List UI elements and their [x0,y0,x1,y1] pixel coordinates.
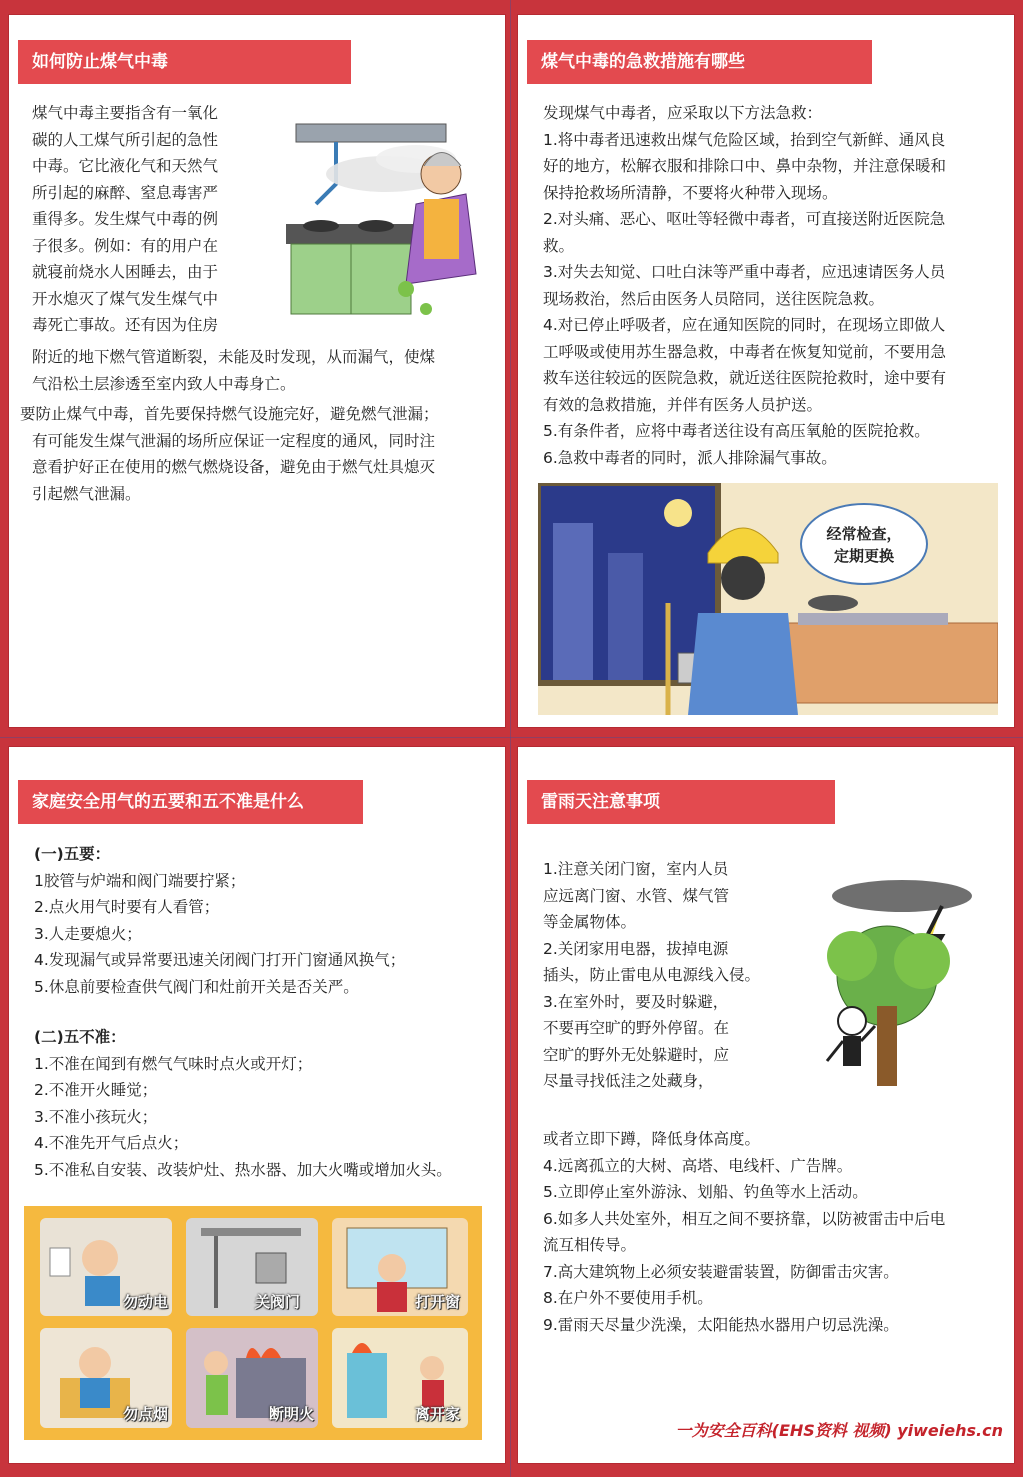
panel-title: 家庭安全用气的五要和五不准是什么 [18,780,363,824]
footer-watermark: 一为安全百科(EHS资料 视频) yiweiehs.cn [675,1421,1003,1440]
rules-text: (一)五要： 1胶管与炉端和阀门端要拧紧； 2.点火用气时要有人看管； 3.人走要熄火； 4.发现漏气或异常要迅速关闭阀门打开门窗通风换气； 5.休息前要检查供气阀门和灶前开关是否关严。 (二)五不准： 1.不准在闻到有燃气气味时点火或开灯； 2.不准开火睡觉； 3.不准小孩玩火； 4.不准先开气后点火； 5.不准私自安装、改装炉灶、热水器、加大火嘴或增加火头。 [34,845,452,1179]
intro-wrapped-text: 煤气中毒主要指含有一氧化 碳的人工煤气所引起的急性 中毒。它比液化气和天然气 所引起的麻醉、窒息毒害严 重得多。发生煤气中毒的例 子很多。例如：有的用户在 就寝前烧水人困睡去，由于 开水熄灭了煤气发生煤气中 毒死亡事故。还有因为住房 [32,104,219,334]
speech-bubble: 经常检查， 定期更换 [800,503,928,585]
tip-card [40,1328,172,1428]
tip-caption: 勿点烟 [122,1405,168,1423]
first-aid-text: 发现煤气中毒者，应采取以下方法急救： 1.将中毒者迅速救出煤气危险区域，抬到空气新鲜、通风良 好的地方，松解衣服和排除口中、鼻中杂物，并注意保暖和 保持抢救场所清静，不要将火种带入现场。 2.对头痛、恶心、呕吐等轻微中毒者，可直接送附近医院急 救。 3.对失去知觉、口吐白沫等严重中毒者，应迅速请医务人员 现场救治，然后由医务人员陪同，送往医院急救。 4.对已停止呼吸者，应在通知医院的同时，在现场立即做人 工呼吸或使用苏生器急救，中毒者在恢复知觉前，不要用急 救车送往较远的医院急救，就近送往医院抢救时，途中要有 有效的急救措施，并伴有医务人员护送。 5.有条件者，应将中毒者送往设有高压氧舱的医院抢救。 6.急救中毒者的同时，派人排除漏气事故。 [543,104,947,467]
tip-caption: 勿动电 [122,1293,168,1311]
thunder-wrapped-text: 1.注意关闭门窗，室内人员 应远离门窗、水管、煤气管 等金属物体。 2.关闭家用电器，拔掉电源 插头，防止雷电从电源线入侵。 3.在室外时，要及时躲避， 不要再空旷的野外停留。在 空旷的野外无处躲避时，应 尽量寻找低洼之处藏身， [543,860,761,1090]
tip-caption: 断明火 [268,1405,314,1423]
gas-inspection-illustration [538,483,998,715]
vertical-divider [510,0,511,1477]
thunder-continued-text: 或者立即下蹲，降低身体高度。 4.远离孤立的大树、高塔、电线杆、广告牌。 5.立即停止室外游泳、划船、钓鱼等水上活动。 6.如多人共处室外，相互之间不要挤靠，以防被雷击中后电 流互相传导。 7.高大建筑物上必须安装避雷装置，防御雷击灾害。 8.在户外不要使用手机。 9.雷雨天尽量少洗澡，太阳能热水器用户切忌洗澡。 [543,1130,946,1334]
panel-first-aid [517,14,1015,728]
tip-card [332,1218,468,1316]
panel-thunderstorm [517,746,1015,1464]
panel-prevent-poisoning [8,14,506,728]
panel-title: 如何防止煤气中毒 [18,40,351,84]
tip-card [186,1218,318,1316]
gas-stove-fainting-illustration [276,114,498,330]
tip-caption: 离开家 [414,1405,460,1423]
panel-title: 雷雨天注意事项 [527,780,835,824]
prevention-paragraph: 要防止煤气中毒，首先要保持燃气设施完好，避免燃气泄漏； 有可能发生煤气泄漏的场所应保证一定程度的通风，同时注 意看护好正在使用的燃气燃烧设备，避免由于燃气灶具熄灭 引起燃气泄漏。 [20,405,439,503]
intro-continued-text: 附近的地下燃气管道断裂，未能及时发现，从而漏气，使煤 气沿松土层渗透至室内致人中毒身亡。 [32,348,436,393]
tip-caption: 关阀门 [254,1293,300,1311]
panel-safe-gas-rules [8,746,506,1464]
panel-title: 煤气中毒的急救措施有哪些 [527,40,872,84]
tip-card [332,1328,468,1428]
lightning-tree-illustration [807,876,987,1096]
horizontal-divider [0,737,1023,738]
tip-card [40,1218,172,1316]
safety-tips-grid [24,1206,482,1440]
tip-caption: 打开窗 [414,1293,460,1311]
tip-card [186,1328,318,1428]
gas-inspection-drawing [538,483,998,715]
